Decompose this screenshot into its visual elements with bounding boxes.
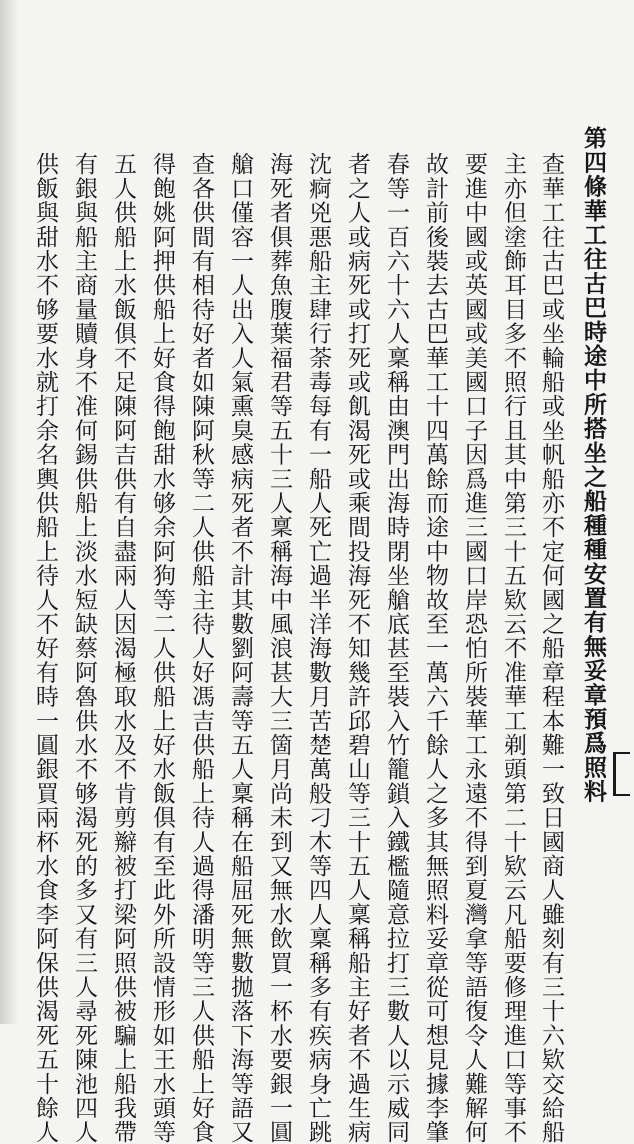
text-column-7: 沈痾兇悪船主肆行荼毒每有一船人死亡過半洋海數月苦楚萬般刁木等四人稟稱多有疾病身亡跳 — [305, 152, 331, 1144]
section-heading: 第四條華工往古巴時途中所搭坐之船種種安置有無妥章預爲照料 — [580, 126, 607, 804]
text-column-12: 五人供船上水飯俱不足陳阿吉供有自盡兩人因渴極取水及不肯剪辮被打梁阿照供被騙上船我帶 — [110, 152, 136, 1144]
text-column-4: 故計前後裝去古巴華工十四萬餘而途中物故至一萬六千餘人之多其無照料妥章從可想見據李肇 — [422, 152, 448, 1144]
text-column-8: 海死者俱葬魚腹葉福君等五十三人稟稱海中風浪甚大三箇月尚未到又無水飲買一杯水要銀一圓 — [266, 152, 292, 1144]
page-edge-mark — [613, 752, 630, 796]
text-column-13: 有銀與船主商量贖身不准何錫供船上淡水短缺蔡阿魯供水不够渴死的多又有三人尋死陳池四人 — [71, 152, 97, 1144]
text-column-5: 春等一百六十六人稟稱由澳門出海時閉坐艙底甚至裝入竹籠鎖入鐵檻隨意拉打三數人以示威同 — [383, 152, 409, 1144]
text-column-14: 供飯與甜水不够要水就打余名輿供船上待人不好有時一圓銀買兩杯水食李阿保供渴死五十餘人 — [32, 152, 58, 1144]
text-column-6: 者之人或病死或打死或飢渴死或乘間投海死不知幾許邱碧山等三十五人稟稱船主好者不過生病 — [344, 152, 370, 1144]
text-column-11: 得飽姚阿押供船上好食得飽甜水够余阿狗等二人供船上好水飯俱有至此外所設情形如王水頭等 — [149, 152, 175, 1144]
text-column-10: 查各供間有相待好者如陳阿秋等二人供船主待人好馮吉供船上待人過得潘明等三人供船上好食 — [188, 152, 214, 1144]
text-column-1: 查華工往古巴或坐輪船或坐帆船亦不定何國之船章程本難一致日國商人雖刻有三十六欵交給船 — [538, 152, 564, 1144]
text-column-3: 要進中國或英國或美國口子因爲進三國口岸恐怕所裝華工永遠不得到夏灣拿等語復令人難解何 — [461, 152, 487, 1144]
text-column-2: 主亦但塗飾耳目多不照行且其中第三十五欵云不准華工剃頭第二十欵云凡船要修理進口等事不 — [500, 152, 526, 1144]
page-edge-shadow — [0, 0, 18, 1024]
text-column-9: 艙口僅容一人出入人氣熏臭感病死者不計其數劉阿壽等五人稟稱在船屈死無數拋落下海等語又 — [227, 152, 253, 1144]
